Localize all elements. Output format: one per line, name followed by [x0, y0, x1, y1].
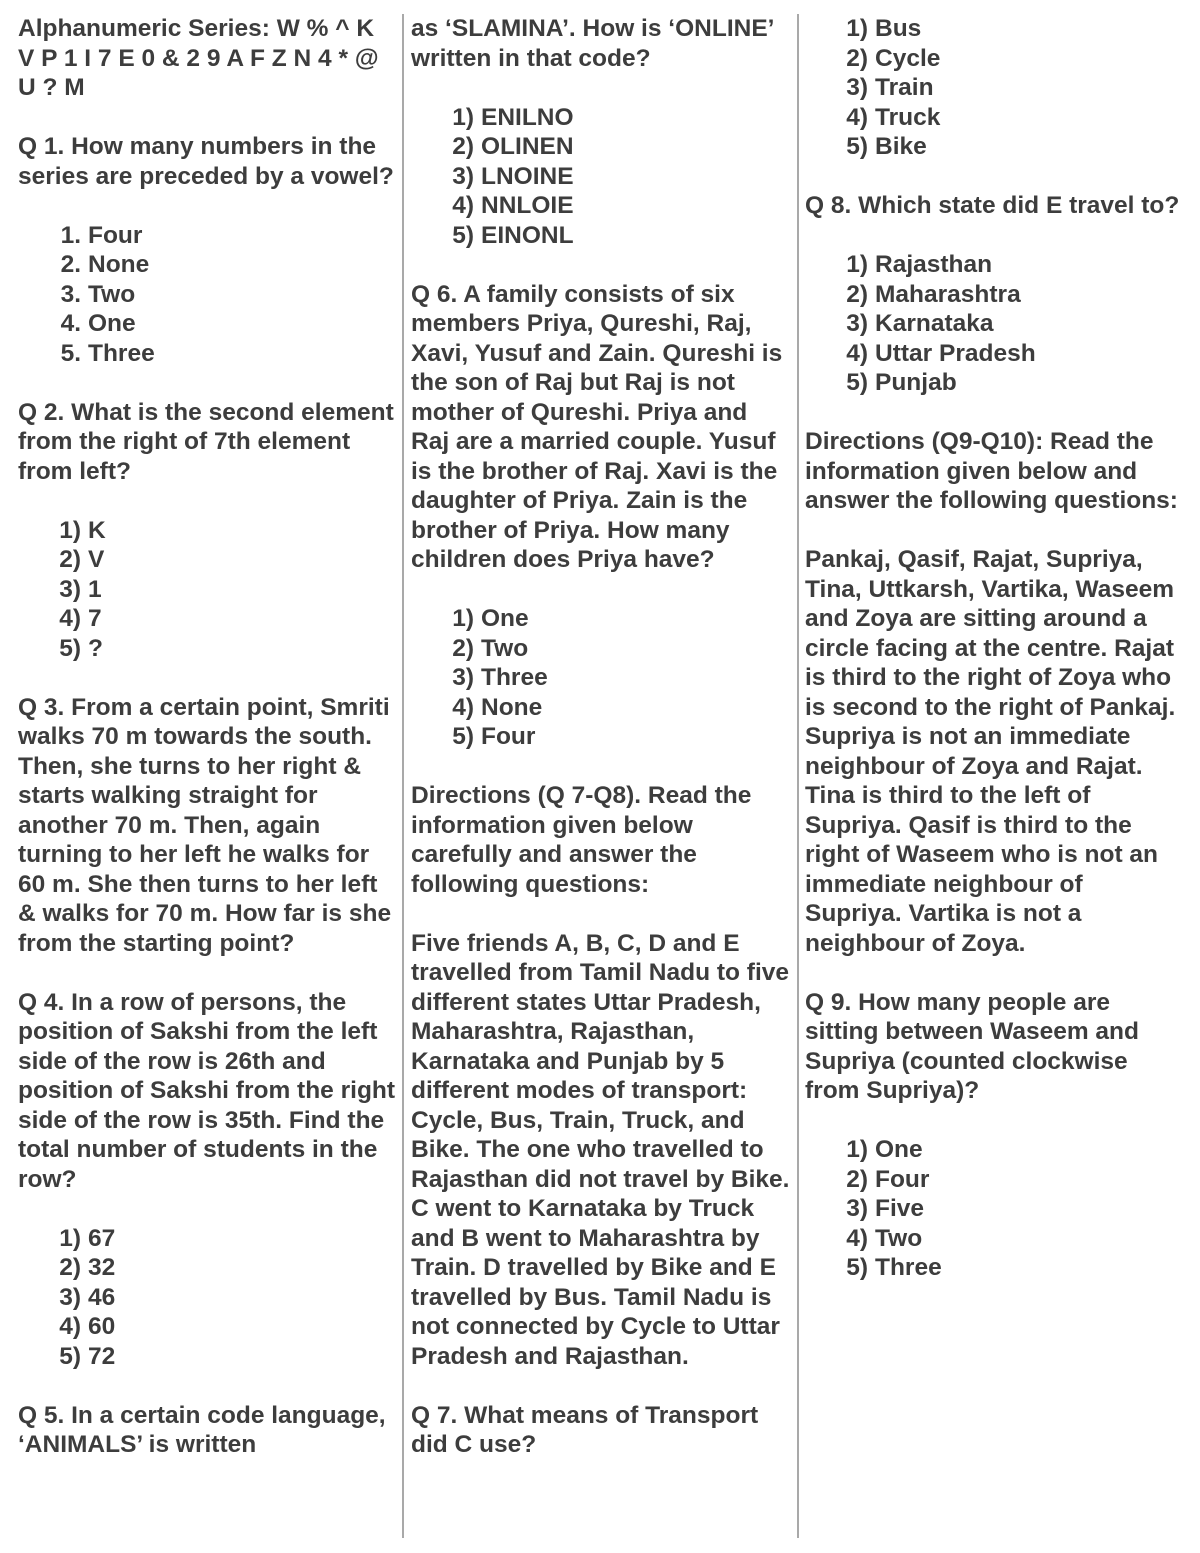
option-text: Karnataka [875, 310, 994, 337]
column-divider [797, 14, 799, 1538]
option-number: 5) [59, 634, 81, 662]
option-text: Two [875, 1224, 923, 1252]
question-1: Q 1. How many numbers in the series are preceded by a vowel? [18, 133, 394, 190]
option-number: 2) [846, 1165, 868, 1193]
option-text: Three [875, 1254, 942, 1281]
option-text: One [481, 605, 529, 632]
option [52, 1224, 396, 1254]
passage-q9-q10: Pankaj, Qasif, Rajat, Supriya, Tina, Uttkarsh, Vartika, Waseem and Zoya are sitting around a circle facing at the centre. Rajat is third to the right of Zoya who is second to the right of Pankaj. Supriya is not an immediate neighbour of Zoya and Rajat. Tina is third to the left of Supriya. Qasif is third to the right of Waseem who is not an immediate neighbour of Supriya. Vartika is not a neighbour of Zoya. [805, 546, 1176, 957]
option-number: 4) [452, 693, 474, 721]
option-text: NNLOIE [481, 192, 574, 219]
option-number: 5. [60, 339, 81, 367]
option [839, 339, 1185, 369]
option [839, 1135, 1185, 1165]
option [52, 339, 396, 369]
option [839, 14, 1185, 44]
option-text: OLINEN [481, 133, 574, 160]
question-7: Q 7. What means of Transport did C use? [411, 1401, 759, 1458]
q4-options [18, 1224, 396, 1372]
option-text: 7 [88, 605, 102, 632]
option-text: Truck [875, 103, 941, 131]
option-number: 4) [452, 192, 474, 219]
q2-options [18, 516, 396, 664]
option-number: 2) [452, 133, 474, 160]
option-text: Punjab [875, 369, 957, 396]
option-number: 5) [846, 133, 868, 160]
option-number: 2. [60, 251, 81, 278]
option-number: 5) [452, 221, 474, 249]
option-number: 3. [60, 280, 81, 308]
option-number: 4) [846, 103, 868, 131]
option-text: 72 [88, 1342, 116, 1370]
option-number: 3) [59, 575, 81, 603]
series-text: Alphanumeric Series: W % ^ K V P 1 I 7 E 0 & 2 9 A F Z N 4 * @ U ? M [18, 15, 379, 101]
option-text: Four [88, 221, 143, 249]
option-number: 1) [59, 1224, 81, 1252]
option [839, 73, 1185, 103]
option-text: Bus [875, 15, 922, 42]
option-text: LNOINE [481, 162, 574, 190]
column-right [805, 14, 1185, 1534]
option [52, 1253, 396, 1283]
option-text: Five [875, 1195, 925, 1222]
option [839, 1224, 1185, 1254]
question-5-start: Q 5. In a certain code language, ‘ANIMALS’ is written [18, 1401, 386, 1458]
option [839, 1165, 1185, 1195]
option [839, 1253, 1185, 1283]
option-text: One [875, 1136, 923, 1163]
option [52, 221, 396, 251]
option-text: Train [875, 74, 934, 101]
option [445, 221, 791, 251]
option-number: 5) [846, 369, 868, 396]
option [445, 663, 791, 693]
option-number: 1) [846, 15, 868, 42]
question-4: Q 4. In a row of persons, the position of Sakshi from the left side of the row is 26th and position of Sakshi from the right side of the row is 35th. Find the total number of students in the row? [18, 988, 396, 1193]
question-8: Q 8. Which state did E travel to? [805, 192, 1180, 219]
question-5-continued: as ‘SLAMINA’. How is ‘ONLINE’ written in that code? [411, 15, 774, 72]
option [839, 368, 1185, 398]
option [52, 1342, 396, 1372]
option-text: Two [481, 634, 529, 662]
option [445, 634, 791, 664]
option-text: Maharashtra [875, 280, 1021, 308]
option-number: 1) [846, 1136, 868, 1163]
q5-options [411, 103, 791, 251]
option [445, 132, 791, 162]
option-number: 1) [59, 516, 81, 544]
question-3: Q 3. From a certain point, Smriti walks 70 m towards the south. Then, she turns to her right & starts walking straight for another 70 m. Then, again turning to her left he walks for 60 m. She then turns to her left & walks for 70 m. How far is she from the starting point? [18, 693, 392, 957]
option [445, 103, 791, 133]
option-number: 1) [452, 605, 474, 632]
option-text: Four [875, 1165, 930, 1193]
q6-options [411, 604, 791, 752]
q1-options [18, 221, 396, 369]
option-text: ? [88, 634, 103, 662]
directions-q9-q10: Directions (Q9-Q10): Read the information given below and answer the following questions: [805, 428, 1178, 514]
option-text: None [481, 693, 543, 721]
option-text: None [88, 251, 150, 278]
option [52, 604, 396, 634]
option-text: 1 [88, 575, 102, 603]
option-number: 2) [452, 634, 474, 662]
option-text: Four [481, 723, 536, 750]
option-text: EINONL [481, 221, 574, 249]
option-text: 32 [88, 1254, 116, 1281]
column-divider [402, 14, 404, 1538]
option [445, 162, 791, 192]
question-6: Q 6. A family consists of six members Priya, Qureshi, Raj, Xavi, Yusuf and Zain. Qureshi is the son of Raj but Raj is not mother of Qureshi. Priya and Raj are a married couple. Yusuf is the brother of Raj. Xavi is the daughter of Priya. Zain is the brother of Priya. How many children does Priya have? [411, 280, 783, 573]
option-number: 4. [60, 310, 81, 337]
option-text: K [88, 516, 106, 544]
option-text: ENILNO [481, 103, 574, 131]
option-number: 3) [846, 1195, 868, 1222]
option [52, 634, 396, 664]
option-number: 2) [846, 280, 868, 308]
option-number: 5) [846, 1254, 868, 1281]
option-text: Cycle [875, 44, 941, 72]
option-number: 3) [59, 1283, 81, 1311]
option-number: 3) [452, 162, 474, 190]
option [839, 132, 1185, 162]
option-text: 46 [88, 1283, 116, 1311]
option [52, 545, 396, 575]
option-text: Three [88, 339, 155, 367]
question-2: Q 2. What is the second element from the right of 7th element from left? [18, 398, 394, 485]
option-number: 2) [59, 546, 81, 573]
option [445, 693, 791, 723]
option-number: 3) [846, 310, 868, 337]
column-middle [411, 14, 791, 1534]
option-text: Uttar Pradesh [875, 339, 1036, 367]
option-number: 4) [59, 605, 81, 632]
option [52, 575, 396, 605]
option [445, 191, 791, 221]
option-number: 2) [59, 1254, 81, 1281]
option [839, 44, 1185, 74]
option [839, 280, 1185, 310]
option [52, 516, 396, 546]
option-text: Rajasthan [875, 251, 993, 278]
q8-options [805, 250, 1185, 398]
option-number: 3) [846, 74, 868, 101]
option-text: Three [481, 664, 548, 691]
option [445, 722, 791, 752]
option [839, 250, 1185, 280]
option-number: 4) [846, 1224, 868, 1252]
option [52, 1283, 396, 1313]
option [445, 604, 791, 634]
option-text: One [88, 310, 136, 337]
option [839, 103, 1185, 133]
option-text: 60 [88, 1313, 116, 1340]
option-number: 2) [846, 44, 868, 72]
option [52, 309, 396, 339]
question-9: Q 9. How many people are sitting between Waseem and Supriya (counted clockwise from Supriya)? [805, 988, 1139, 1104]
option [52, 1312, 396, 1342]
option-number: 5) [59, 1342, 81, 1370]
q9-options [805, 1135, 1185, 1283]
option-text: Two [88, 280, 136, 308]
option-number: 3) [452, 664, 474, 691]
directions-q7-q8: Directions (Q 7-Q8). Read the information given below carefully and answer the following questions: [411, 782, 752, 898]
option-number: 1) [452, 103, 474, 131]
passage-q7-q8: Five friends A, B, C, D and E travelled from Tamil Nadu to five different states Uttar Pradesh, Maharashtra, Rajasthan, Karnataka and Punjab by 5 different modes of transport: Cycle, Bus, Train, Truck, and Bike. The one who travelled to Rajasthan did not travel by Bike. C went to Karnataka by Truck and B went to Maharashtra by Train. D travelled by Bike and E travelled by Bus. Tamil Nadu is not connected by Cycle to Uttar Pradesh and Rajasthan. [411, 929, 790, 1370]
option [52, 250, 396, 280]
column-left [18, 14, 396, 1534]
option-text: V [88, 546, 105, 573]
option-text: 67 [88, 1224, 116, 1252]
q7-options [805, 14, 1185, 162]
option-number: 1) [846, 251, 868, 278]
option-number: 5) [452, 723, 474, 750]
option-number: 4) [59, 1313, 81, 1340]
option-number: 1. [60, 221, 81, 249]
option-number: 4) [846, 339, 868, 367]
option-text: Bike [875, 133, 927, 160]
option [839, 309, 1185, 339]
option [839, 1194, 1185, 1224]
option [52, 280, 396, 310]
